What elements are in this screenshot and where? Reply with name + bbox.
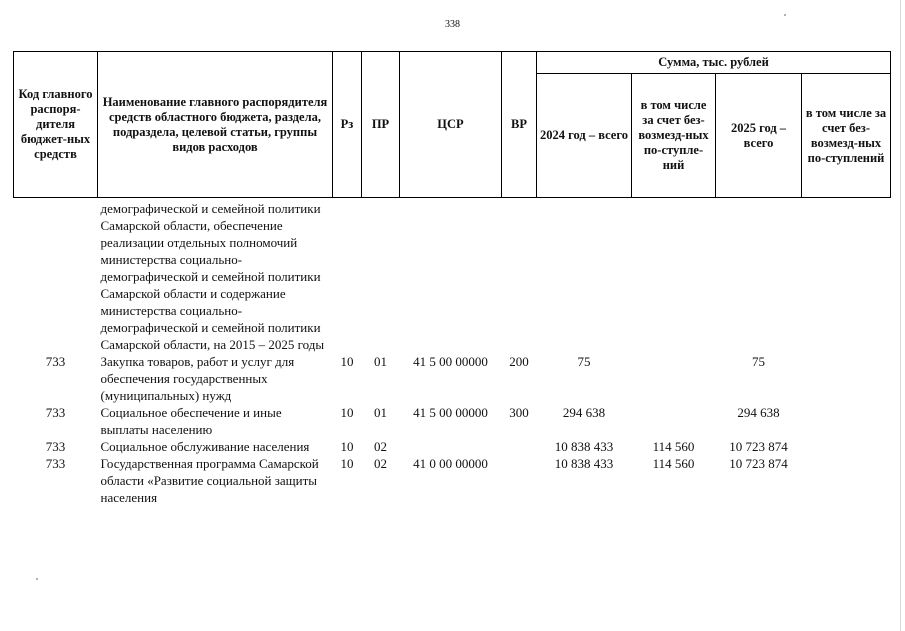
cell-csr: 41 0 00 00000 [413,456,488,471]
cell-2024-total: 75 [577,354,591,369]
cell-name: Социальное обслуживание населения [100,439,310,454]
cell-name: демографической и семейной политики Самарской области, обеспечение реализации отдельных полномочий министерства социально-демографической и семейной политики Самарской области и содержание министерства социально-демографической и семейной политики Самарской области, на 2015 – 2025 годы [100,201,325,352]
cell-2025-grants [802,455,891,506]
cell-2024-total [537,198,632,354]
header-csr: ЦСР [400,52,502,198]
cell-2025-grants [802,438,891,455]
cell-2025-total: 10 723 874 [729,439,788,454]
cell-2024-grants [632,353,716,404]
cell-vr [502,455,537,506]
cell-2025-grants [802,198,891,354]
cell-2025-grants [802,404,891,438]
scan-speck [784,14,786,16]
table-row [14,353,891,404]
header-pr: ПР [362,52,400,198]
budget-table [13,51,891,506]
cell-2025-grants [802,353,891,404]
header-name: Наименование главного распорядителя средств областного бюджета, раздела, подраздела, целевой статьи, группы видов расходов [98,52,333,198]
cell-code: 733 [45,456,66,471]
cell-name: Социальное обеспечение и иные выплаты населению [100,405,282,437]
cell-2025-total: 10 723 874 [729,456,788,471]
cell-2025-total: 75 [752,354,765,369]
cell-code: 733 [45,405,66,420]
cell-pr: 02 [374,456,387,471]
cell-2024-grants: 114 560 [652,456,695,471]
cell-csr [400,198,502,354]
cell-2025-total [716,198,802,354]
cell-pr: 02 [374,439,387,454]
cell-vr [502,198,537,354]
page-edge [900,0,901,631]
cell-csr [400,438,502,455]
header-rz: Рз [333,52,362,198]
header-2024-grants: в том числе за счет без-возмезд-ных по-ступле-ний [632,74,716,198]
scan-speck [36,578,38,580]
cell-2024-grants [632,198,716,354]
table-row [14,198,891,354]
cell-csr: 41 5 00 00000 [413,354,488,369]
cell-rz: 10 [340,439,354,454]
cell-name: Государственная программа Самарской области «Развитие социальной защиты населения [100,456,319,505]
header-vr: ВР [502,52,537,198]
cell-rz: 10 [340,405,354,420]
page-number: 338 [445,19,460,30]
cell-csr: 41 5 00 00000 [413,405,488,420]
cell-code: 733 [45,439,66,454]
cell-name: Закупка товаров, работ и услуг для обеспечения государственных (муниципальных) нужд [100,354,295,403]
cell-2024-total: 294 638 [562,405,606,420]
cell-pr [362,198,400,354]
cell-vr: 200 [509,354,529,369]
header-2025-grants: в том числе за счет без-возмезд-ных по-ступлений [802,74,891,198]
cell-vr [502,438,537,455]
table-header [14,52,891,198]
table-body [14,198,891,507]
header-sum-group: Сумма, тыс. рублей [537,52,891,74]
cell-2024-grants [632,404,716,438]
cell-pr: 01 [374,405,387,420]
cell-pr: 01 [374,354,387,369]
table-row [14,404,891,438]
cell-2024-total: 10 838 433 [554,456,614,471]
cell-rz: 10 [340,354,354,369]
cell-code: 733 [45,354,66,369]
cell-2024-total: 10 838 433 [554,439,614,454]
cell-code [14,198,98,354]
cell-2024-grants: 114 560 [652,439,695,454]
header-2024-total: 2024 год – всего [537,74,632,198]
cell-rz: 10 [340,456,354,471]
header-2025-total: 2025 год – всего [716,74,802,198]
table-row [14,455,891,506]
header-code: Код главного распоря-дителя бюджет-ных средств [14,52,98,198]
cell-rz [333,198,362,354]
table-row [14,438,891,455]
cell-vr: 300 [509,405,529,420]
cell-2025-total: 294 638 [737,405,780,420]
